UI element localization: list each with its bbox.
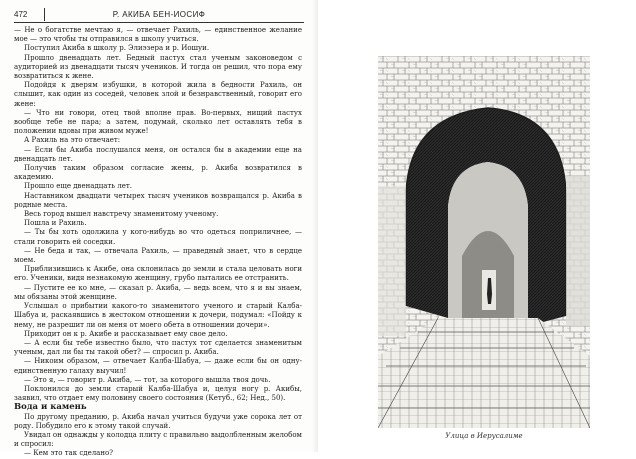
paragraph: Прошло еще двенадцать лет. xyxy=(24,182,133,191)
paragraph: Весь город вышел навстречу знаменитому ученому. xyxy=(24,210,219,219)
paragraph: — Что ни говори, отец твой вполне прав. Во-первых, нищий пастух вообще тебе не пара; а затем, подумай, сколько лет оставлять тебя в положении вдовы при живом муже! xyxy=(14,108,302,136)
paragraph: — Не о богатстве мечтаю я, — отвечает Рахиль, — единственное желание мое — это чтобы ты отправился в школу учиться. xyxy=(14,26,302,44)
illustration-caption: Улица в Иерусалиме xyxy=(445,432,523,440)
paragraph: — Пустите ее ко мне, — сказал р. Акиба, — ведь всем, что я и вы знаем, мы обязаны этой женщине. xyxy=(14,283,302,301)
paragraph: — Если бы Акиба послушался меня, он остался бы в академии еще на двенадцать лет. xyxy=(14,145,302,163)
body-text xyxy=(14,26,302,459)
paragraph: — А если бы тебе известно было, что пастух тот сделается знаменитым ученым, дал ли бы ты такой обет? — спросил р. Акиба. xyxy=(14,338,302,357)
paragraph: А Рахиль на это отвечает: xyxy=(24,136,121,145)
right-wall xyxy=(566,176,590,326)
paragraph: Поклонился до земли старый Калба-Шабуа и, целуя ногу р. Акибы, заявил, что отдает ему половину своего состояния (Кетуб., 62; Нед., 50). xyxy=(14,384,302,403)
section-heading: Вода и камень xyxy=(14,402,87,413)
paragraph: По другому преданию, р. Акиба начал учиться будучи уже сорока лет от роду. Побудило его к этому такой случай. xyxy=(14,412,302,430)
paragraph: Прошло двенадцать лет. Бедный пастух стал ученым законоведом с аудиторией из двенадцати тысяч учеников. И тогда он решил, что пора ему возвратиться к жене. xyxy=(14,53,302,81)
street-illustration xyxy=(378,56,590,428)
paragraph: — Ты бы хоть одолжила у кого-нибудь во что одеться поприличнее, — стали говорить ей соседки. xyxy=(14,228,302,246)
paragraph: — Это я, — говорит р. Акиба, — тот, за которого вышла твоя дочь. xyxy=(24,375,271,384)
paragraph: Подойдя к дверям избушки, в которой жила в бедности Рахиль, он слышит, как один из соседей, человек злой и безнравственный, говорит его жене: xyxy=(14,81,302,108)
paragraph: — Не беда и так, — отвечала Рахиль, — праведный знает, что в сердце моем. xyxy=(14,246,302,265)
paragraph: Получив таким образом согласие жены, р. Акиба возвратился в академию. xyxy=(14,164,302,182)
left-page xyxy=(0,0,318,458)
paragraph: Поступил Акиба в школу р. Элиэзера и р. Иошуи. xyxy=(24,44,210,53)
paragraph: Наставником двадцати четырех тысяч учеников возвращался р. Акиба в родные места. xyxy=(14,191,302,209)
paragraph: Пошла и Рахиль. xyxy=(24,219,87,228)
left-wall xyxy=(378,186,406,336)
running-head xyxy=(14,8,304,23)
paragraph: Приходит он к р. Акибе и рассказывает ему свое дело. xyxy=(24,329,228,338)
paragraph: — Никоим образом, — отвечает Калба-Шабуа, — даже если бы он одну-единственную галаху выучил! xyxy=(14,357,302,375)
paragraph: Услышал о прибытии какого-то знаменитого ученого и старый Калба-Шабуа и, раскаявшись в жестоком отношении к дочери, подумал: «Пойду к нему, не разрешит ли он меня от моего обета в отношении дочери». xyxy=(14,302,302,329)
paragraph: — Кем это так сделано? xyxy=(24,449,113,458)
running-title: Р. АКИБА БЕН-ИОСИФ xyxy=(112,10,206,19)
page-number: 472 xyxy=(14,10,28,19)
paragraph: Увидал он однажды у колодца плиту с правильно выдолбленным желобом и спросил: xyxy=(14,430,302,449)
paragraph: Приблизившись к Акибе, она склонилась до земли и стала целовать ноги его. Ученики, видя незнакомую женщину, грубо пытались ее отстранить. xyxy=(14,265,302,283)
